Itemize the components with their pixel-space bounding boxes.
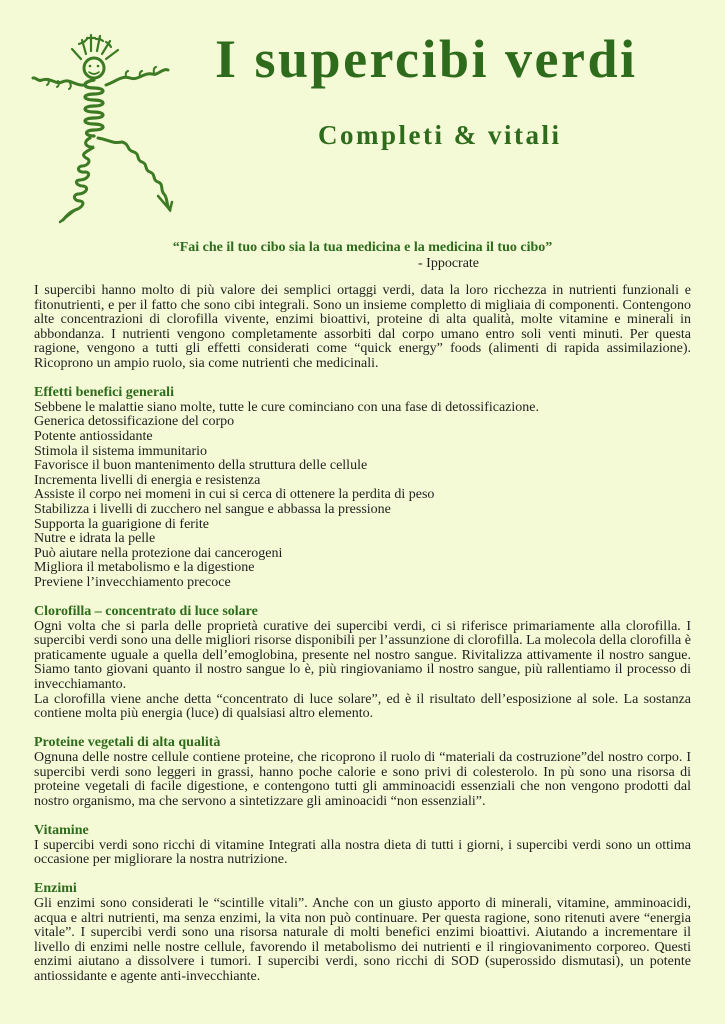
- section-paragraph: Ognuna delle nostre cellule contiene proteine, che ricoprono il ruolo di “materiali da costruzione”del nostro corpo. I supercibi verdi sono leggeri in grassi, hanno poche calorie e sono privi di colesterolo. In pù sono una risorsa di proteine vegetali di facile digestione, e contengono tutti gli amminoacidi essenziali che non vengono prodotti dal nostro organismo, ma che servono a sintetizzare gli aminoacidi “non essenziali”.: [34, 750, 691, 809]
- section-heading: Effetti benefici generali: [34, 385, 174, 401]
- section-heading: Proteine vegetali di alta qualità: [34, 735, 221, 751]
- list-item: Assiste il corpo nei momeni in cui si cerca di ottenere la perdita di peso: [34, 487, 435, 503]
- section-clorofilla: [34, 605, 691, 722]
- quote-text: “Fai che il tuo cibo sia la tua medicina e la medicina il tuo cibo”: [172, 240, 553, 255]
- list-item: Incrementa livelli di energia e resistenza: [34, 472, 261, 488]
- section-paragraph: I supercibi verdi sono ricchi di vitamine Integrati alla nostra dieta di tutti i giorni, i supercibi verdi sono un ottima occasione per migliorare la nostra nutrizione.: [34, 837, 691, 868]
- section-heading: Enzimi: [34, 881, 77, 897]
- intro-paragraph: I supercibi hanno molto di più valore dei semplici ortaggi verdi, data la loro ricchezza in nutrienti funzionali e fitonutrienti, e per il fatto che sono cibi integrali. Sono un insieme completto di migliaia di componenti. Contengono alte concentrazioni di clorofilla vivente, enzimi bioattivi, proteine di alta qualità, molte vitamine e minerali in abbondanza. I nutrienti vengono completamente assorbiti dal corpo umano entro soli venti minuti. Per questa ragione, vengono a tutti gli effetti considerati come “quick energy” foods (alimenti di rapida assimilazione). Ricoprono un ampio ruolo, sia come nutrienti che medicinali.: [34, 283, 691, 371]
- list-item: Supporta la guarigione di ferite: [34, 516, 209, 532]
- list-item: Stabilizza i livelli di zucchero nel sangue e abbassa la pressione: [34, 501, 391, 517]
- list-item: Nutre e idrata la pelle: [34, 531, 156, 547]
- list-item: Favorisce il buon mantenimento della struttura delle cellule: [34, 458, 368, 474]
- list-item: Migliora il metabolismo e la digestione: [34, 560, 255, 576]
- list-item: Sebbene le malattie siano molte, tutte le cure cominciano con una fase di detossificazione.: [34, 399, 539, 415]
- benefits-list: [34, 401, 691, 591]
- section-paragraph: Ogni volta che si parla delle proprietà curative dei supercibi verdi, ci si riferisce primariamente alla clorofilla. I supercibi verdi sono una delle migliori risorse disponibili per l’assunzione di clorofilla. La molecola della clorofilla è praticamente uguale a quella dell’emoglobina, presente nel nostro sangue. Rivitalizza attivamente il nostro sangue. Siamo tanto giovani quanto il nostro sangue lo è, più ringiovaniamo il nostro sangue, più rallentiamo il processo di invecchiamanto.: [34, 618, 691, 693]
- list-item: Previene l’invecchiamento precoce: [34, 574, 231, 590]
- list-item: Può aiutare nella protezione dai cancerogeni: [34, 545, 283, 561]
- section-paragraph: La clorofilla viene anche detta “concentrato di luce solare”, ed è il risultato dell’esposizione al sole. La sostanza contiene molta più energia (luce) di qualsiasi altro elemento.: [34, 691, 691, 722]
- article-body: [34, 284, 691, 985]
- list-item: Potente antiossidante: [34, 428, 153, 444]
- section-enzimi: [34, 882, 691, 984]
- quote-author: - Ippocrate: [418, 256, 480, 271]
- list-item: Stimola il sistema immunitario: [34, 443, 208, 459]
- page-subtitle: Completi & vitali: [318, 120, 562, 150]
- section-vitamine: [34, 824, 691, 868]
- section-paragraph: Gli enzimi sono considerati le “scintille vitali”. Anche con un giusto apporto di minerali, vitamine, amminoacidi, acqua e altri nutrienti, ma senza enzimi, la vita non può continuare. Per questa ragione, sono ritenuti avere “energia vitale”. I supercibi verdi sono una risorsa naturale di molti benefici enzimi bioattivi. Aiutando a incrementare il livello di enzimi nelle nostre cellule, favorendo il metabolismo dei nutrienti e il ringiovanimento corporeo. Questi enzimi aiutano a dissolvere i tumori. I supercibi verdi, sono ricchi di SOD (superossido dismutasi), un potente antiossidante e agente anti-invecchiante.: [34, 895, 691, 984]
- section-heading: Vitamine: [34, 822, 89, 838]
- list-item: Generica detossificazione del corpo: [34, 414, 235, 430]
- section-proteine: [34, 736, 691, 809]
- section-heading: Clorofilla – concentrato di luce solare: [34, 604, 258, 620]
- page-title: I supercibi verdi: [215, 29, 638, 89]
- section-effetti: [34, 386, 691, 590]
- spiral-man-logo: [30, 30, 175, 225]
